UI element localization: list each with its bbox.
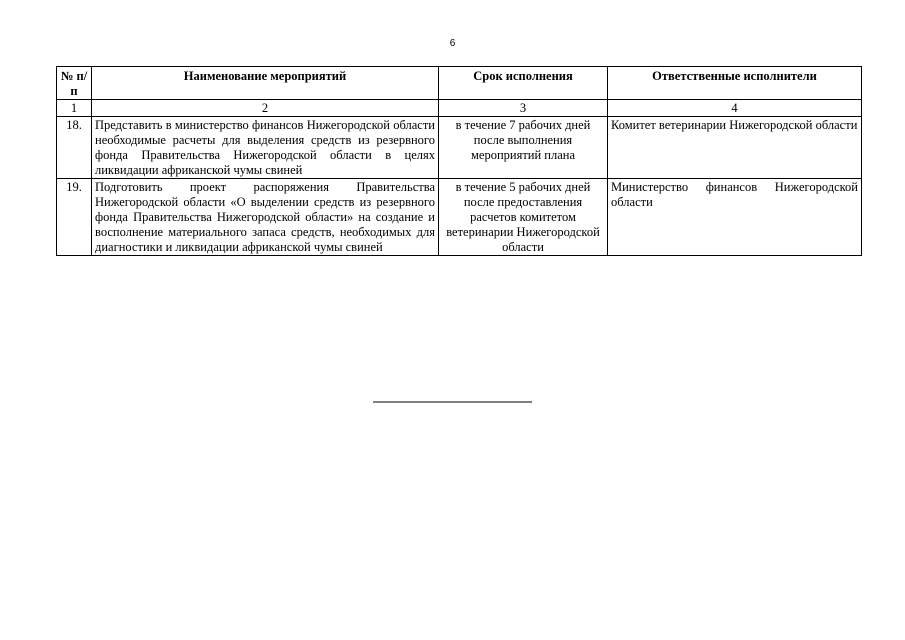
row-responsible: Комитет ветеринарии Нижегородской области bbox=[608, 117, 862, 179]
page-number: 6 bbox=[449, 38, 456, 49]
column-number-row bbox=[57, 100, 862, 117]
row-name: Представить в министерство финансов Нижегородской области необходимые расчеты для выделения средств из резервного фонда Правительства Нижегородской области в целях ликвидации африканской чумы свиней bbox=[92, 117, 439, 179]
column-number: 2 bbox=[92, 100, 439, 117]
header-term: Срок исполнения bbox=[439, 67, 608, 100]
plan-table bbox=[56, 66, 862, 256]
row-term: в течение 5 рабочих дней после предоставления расчетов комитетом ветеринарии Нижегородской области bbox=[439, 179, 608, 256]
table-row bbox=[57, 117, 862, 179]
header-num: № п/п bbox=[57, 67, 92, 100]
row-num: 18. bbox=[57, 117, 92, 179]
column-number: 4 bbox=[608, 100, 862, 117]
row-num: 19. bbox=[57, 179, 92, 256]
header-name: Наименование мероприятий bbox=[92, 67, 439, 100]
row-term: в течение 7 рабочих дней после выполнения мероприятий плана bbox=[439, 117, 608, 179]
row-responsible: Министерство финансов Нижегородской области bbox=[608, 179, 862, 256]
header-responsible: Ответственные исполнители bbox=[608, 67, 862, 100]
table-row bbox=[57, 179, 862, 256]
row-name: Подготовить проект распоряжения Правительства Нижегородской области «О выделении средств из резервного фонда Правительства Нижегородской области» на создание и восполнение материального запаса средств, необходимых для диагностики и ликвидации африканской чумы свиней bbox=[92, 179, 439, 256]
table-header-row bbox=[57, 67, 862, 100]
column-number: 3 bbox=[439, 100, 608, 117]
column-number: 1 bbox=[57, 100, 92, 117]
